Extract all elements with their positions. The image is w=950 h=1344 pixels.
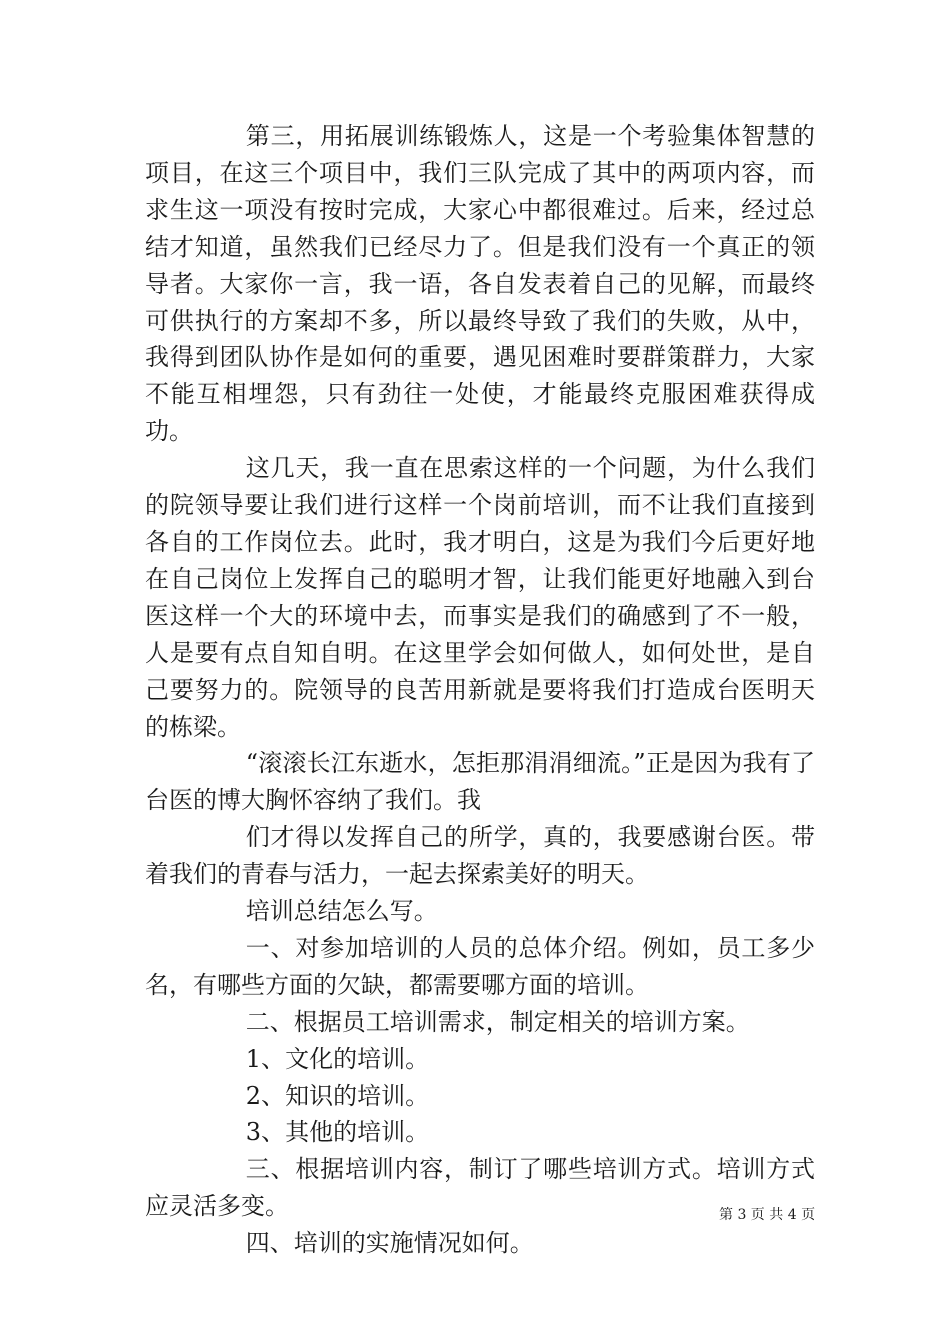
paragraph-7: 二、根据员工培训需求，制定相关的培训方案。: [245, 1007, 750, 1036]
paragraph-6: 一、对参加培训的人员的总体介绍。例如，员工多少名，有哪些方面的欠缺，都需要哪方面的培训。: [145, 933, 815, 999]
list-item-1: 1、文化的培训。: [245, 1044, 430, 1073]
paragraph-4: 们才得以发挥自己的所学，真的，我要感谢台医。带着我们的青春与活力，一起去探索美好的明天。: [145, 823, 815, 889]
body-text: [145, 118, 815, 1262]
paragraph-3: “滚滚长江东逝水，怎拒那涓涓细流。”正是因为我有了台医的博大胸怀容纳了我们。我: [145, 749, 815, 815]
paragraph-5: 培训总结怎么写。: [245, 897, 438, 926]
paragraph-9: 四、培训的实施情况如何。: [245, 1229, 534, 1258]
paragraph-1: 第三，用拓展训练锻炼人，这是一个考验集体智慧的项目，在这三个项目中，我们三队完成了其中的两项内容，而求生这一项没有按时完成，大家心中都很难过。后来，经过总结才知道，虽然我们已经尽力了。但是我们没有一个真正的领导者。大家你一言，我一语，各自发表着自己的见解，而最终可供执行的方案却不多，所以最终导致了我们的失败，从中，我得到团队协作是如何的重要，遇见困难时要群策群力，大家不能互相埋怨，只有劲往一处使，才能最终克服困难获得成功。: [145, 122, 815, 446]
paragraph-2: 这几天，我一直在思索这样的一个问题，为什么我们的院领导要让我们进行这样一个岗前培训，而不让我们直接到各自的工作岗位去。此时，我才明白，这是为我们今后更好地在自己岗位上发挥自己的聪明才智，让我们能更好地融入到台医这样一个大的环境中去，而事实是我们的确感到了不一般，人是要有点自知自明。在这里学会如何做人，如何处世，是自己要努力的。院领导的良苦用新就是要将我们打造成台医明天的栋梁。: [145, 454, 815, 741]
page-number: 第 3 页 共 4 页: [719, 1207, 816, 1223]
list-item-3: 3、其他的培训。: [245, 1118, 430, 1147]
list-item-2: 2、知识的培训。: [245, 1081, 430, 1110]
paragraph-8: 三、根据培训内容，制订了哪些培训方式。培训方式应灵活多变。: [145, 1155, 815, 1221]
